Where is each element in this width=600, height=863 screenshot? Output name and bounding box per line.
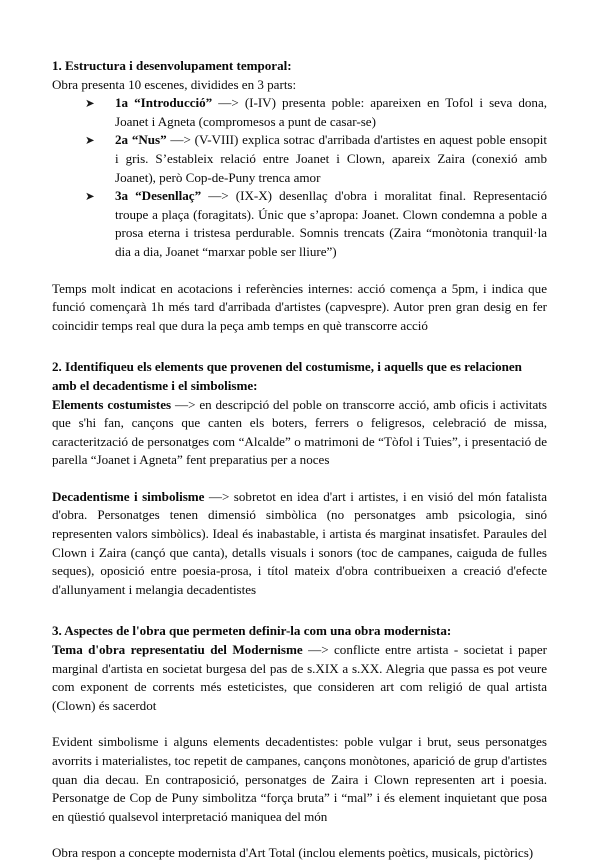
paragraph-lead: Elements costumistes xyxy=(52,396,172,412)
paragraph-body: —> conflicte entre artista - societat i paper marginal d'artista en societat burgesa del pas de s.XIX a s.XX. Alegria que passa es pot veure com exponent de corrents més esteticistes, que consideren art com religió de qual artista (Clown) és sacerdot xyxy=(52,642,547,713)
section-1 xyxy=(52,57,547,335)
arrow-bullet-icon: ➤ xyxy=(85,132,95,147)
spacer xyxy=(52,715,547,733)
section-3 xyxy=(52,622,547,863)
section-3-heading: 3. Aspectes de l'obra que permeten definir-la com una obra modernista: xyxy=(52,623,452,639)
arrow-bullet-icon: ➤ xyxy=(85,95,95,110)
document-body xyxy=(52,57,547,863)
section-2-paragraph-costumisme xyxy=(52,396,547,470)
section-3-paragraph-tema xyxy=(52,641,547,715)
list-item xyxy=(85,94,547,131)
spacer xyxy=(52,470,547,488)
paragraph-body: —> sobretot en idea d'art i artistes, i en visió del món fatalista d'obra. Personatges tenen dimensió simbòlica (no personatges amb psicologia, sinó representen valors simbòlics). Ideal és inabastable, i artista és marginat insatisfet. Paraules del Clown i Zaira (cançó que canta), detalls visuals i sonors (toc de campanes, caiguda de fulles seques), oposició entre poesia-prosa, i títol mateix d'obra contribueixen a creació d'efecte d'allunyament i melangia decadentistes xyxy=(52,488,547,597)
section-2 xyxy=(52,358,547,599)
section-1-closing-paragraph: Temps molt indicat en acotacions i referències internes: acció comença a 5pm, i indica que funció començarà 1h més tard d'arribada d'artistes (capvespre). Autor pren gran desig en fer coincidir temps real que dura la peça amb temps en què transcorre acció xyxy=(52,280,547,333)
paragraph-lead: Tema d'obra representatiu del Modernisme xyxy=(52,642,303,658)
section-2-paragraph-decadentisme xyxy=(52,488,547,600)
spacer xyxy=(52,262,547,280)
paragraph-body: —> en descripció del poble on transcorre acció, amb oficis i activitats que s'hi fan, cançons que canten els boters, ferrers o feligresos, celebració de missa, caracterització de personatges com “Alcalde” o matrimoni de “Tòfol i Tuies”, i presentació de parella “Joanet i Agneta” fent preparatius per a noces xyxy=(52,396,547,468)
section-3-paragraph-simbolisme: Evident simbolisme i alguns elements decadentistes: poble vulgar i brut, seus personatges avorrits i materialistes, toc repetit de campanes, cançons monòtones, aparició de grup d'artistes quan dia decau. En contraposició, personatges de Zaira i Clown representen art i poesia. Personatge de Cop de Puny simbolitza “força bruta” i “mal” i és element inquietant que posa en qüestió qualsevol interpretació maniquea del món xyxy=(52,734,547,824)
bullet-body: —> (I-IV) presenta poble: apareixen en Tofol i seva dona, Joanet i Agneta (compromesos a punt de casar-se) xyxy=(115,95,548,129)
list-item xyxy=(85,131,547,187)
spacer xyxy=(52,599,547,622)
section-1-bullet-list xyxy=(52,94,547,261)
bullet-body: —> (IX-X) desenllaç d'obra i moralitat final. Representació troupe a plaça (foragitats). Únic que s’apropa: Joanet. Clown condemna a poble a prosa eterna i tristesa perdurable. Somnis trencats (Zaira “monòtonia tranquil·la dia a dia, Joanet “marxar poble ser lliure”) xyxy=(115,188,547,259)
list-item xyxy=(85,187,547,261)
section-1-heading: 1. Estructura i desenvolupament temporal: xyxy=(52,58,292,73)
spacer xyxy=(52,335,547,358)
section-3-paragraph-art-total: Obra respon a concepte modernista d'Art Total (inclou elements poètics, musicals, pictòrics) xyxy=(52,845,534,861)
section-2-heading: 2. Identifiqueu els elements que provenen del costumisme, i aquells que es relacionen amb el decadentisme i el simbolisme: xyxy=(52,359,522,393)
arrow-bullet-icon: ➤ xyxy=(85,188,95,203)
bullet-body: —> (V-VIII) explica sotrac d'arribada d'artistes en aquest poble ensopit i gris. S’estableix relació entre Joanet i Clown, apareix Zaira (conexió amb Joanet), però Cop-de-Puny trenca amor xyxy=(115,132,548,185)
spacer xyxy=(52,826,547,844)
section-1-intro: Obra presenta 10 escenes, dividides en 3 parts: xyxy=(52,76,297,92)
paragraph-lead: Decadentisme i simbolisme xyxy=(52,488,205,504)
bullet-lead: 3a “Desenllaç” xyxy=(115,188,202,204)
bullet-lead: 2a “Nus” xyxy=(115,132,167,148)
bullet-lead: 1a “Introducció” xyxy=(115,95,213,111)
